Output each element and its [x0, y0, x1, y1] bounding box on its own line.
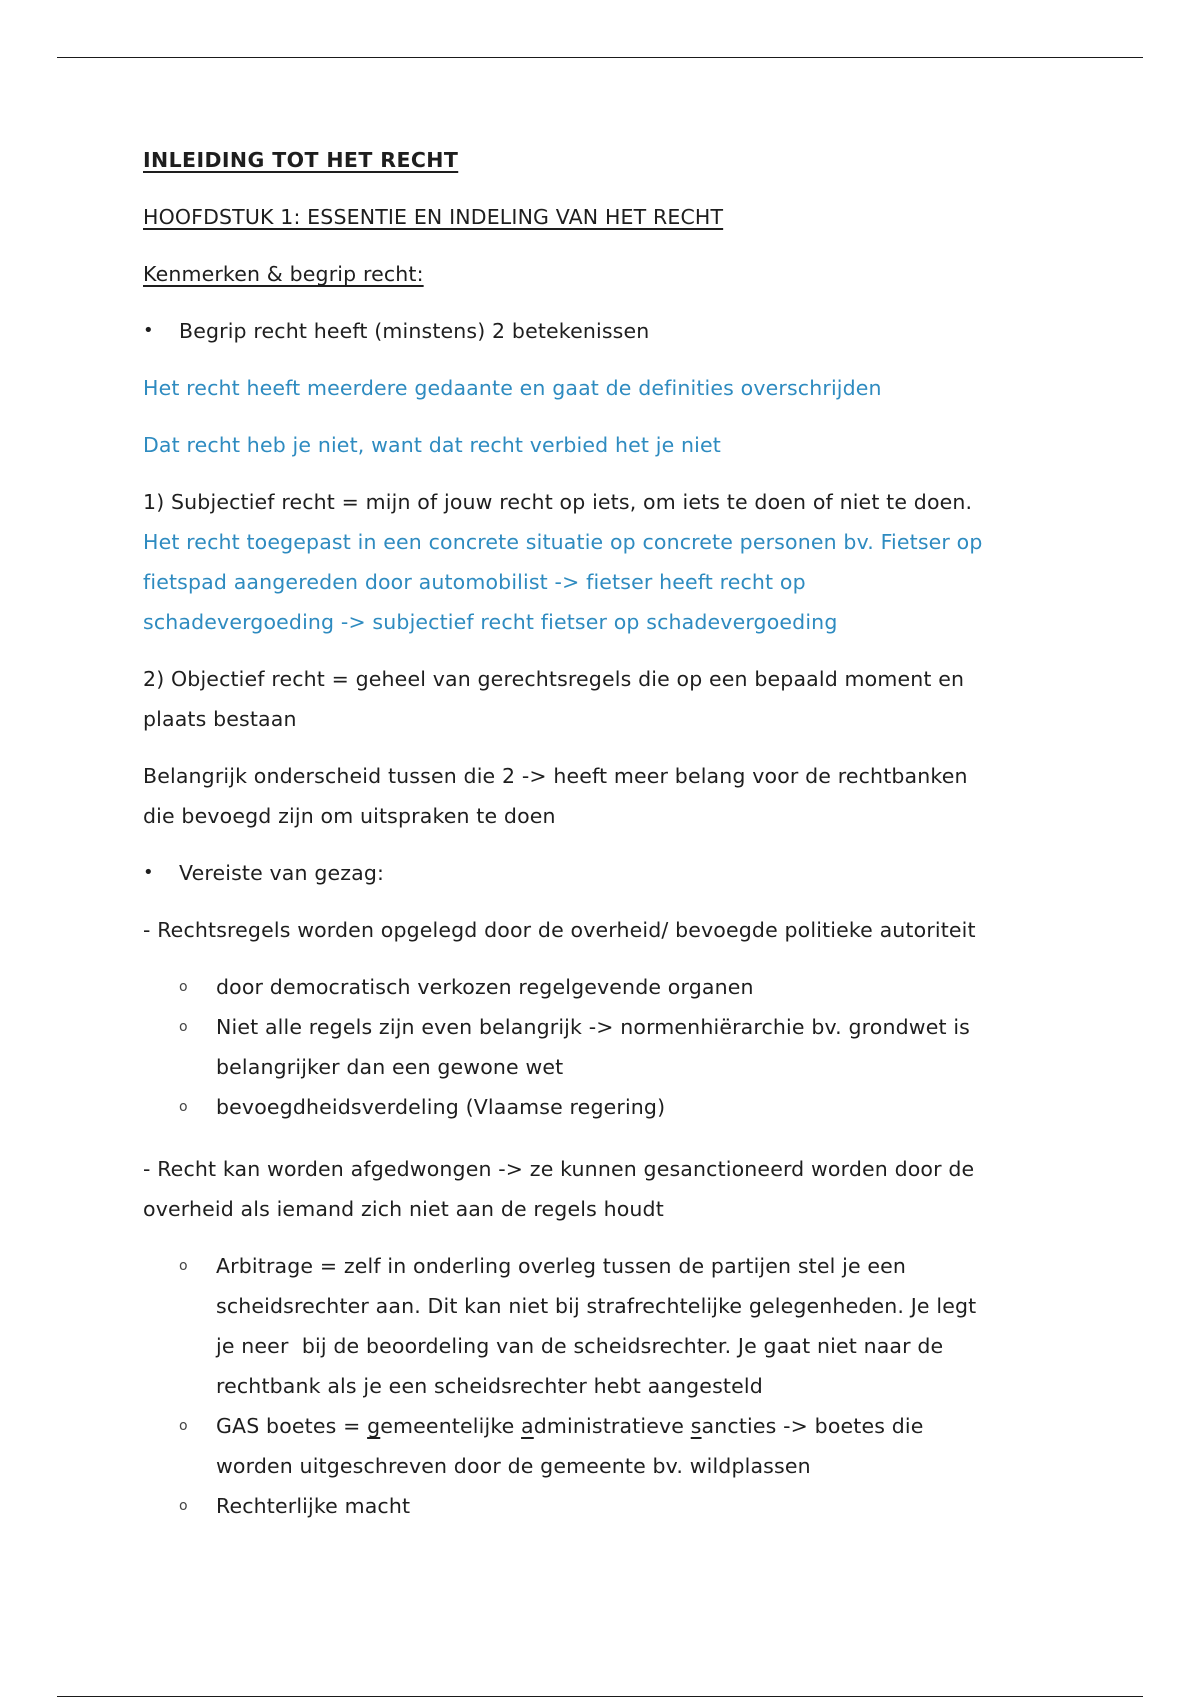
gas-text: emeentelijke — [380, 1414, 522, 1438]
objectief-line: 2) Objectief recht = geheel van gerechtsregels die op een bepaald moment en — [143, 667, 965, 691]
sub-list-item-continuation — [143, 1286, 1063, 1326]
circle-bullet-icon: o — [179, 979, 188, 995]
sub-item-text: Rechterlijke macht — [216, 1494, 411, 1518]
sub-list-item-continuation — [143, 1446, 1063, 1486]
chapter-heading: HOOFDSTUK 1: ESSENTIE EN INDELING VAN HET RECHT — [143, 205, 724, 229]
gas-text: GAS boetes = — [216, 1414, 368, 1438]
document-body — [143, 140, 1063, 1526]
sub-item-text: bevoegdheidsverdeling (Vlaamse regering) — [216, 1095, 666, 1119]
sub-item-text: Arbitrage = zelf in onderling overleg tussen de partijen stel je een — [216, 1254, 907, 1278]
subjectief-note-line: schadevergoeding -> subjectief recht fietser op schadevergoeding — [143, 610, 838, 634]
objectief-line: plaats bestaan — [143, 707, 297, 731]
subjectief-note-line: fietspad aangereden door automobilist -> fietser heeft recht op — [143, 570, 806, 594]
section-heading: Kenmerken & begrip recht: — [143, 262, 424, 286]
gas-text: dministratieve — [533, 1414, 691, 1438]
sub-item-text — [216, 1414, 924, 1438]
onderscheid-line: die bevoegd zijn om uitspraken te doen — [143, 804, 556, 828]
onderscheid-line: Belangrijk onderscheid tussen die 2 -> heeft meer belang voor de rechtbanken — [143, 764, 968, 788]
sub-item-text: belangrijker dan een gewone wet — [216, 1055, 564, 1079]
circle-bullet-icon: o — [179, 1498, 188, 1514]
bullet-icon: • — [143, 320, 154, 341]
document-title: INLEIDING TOT HET RECHT — [143, 148, 459, 172]
note-paragraph: Dat recht heb je niet, want dat recht verbied het je niet — [143, 433, 721, 457]
bullet-item — [143, 311, 1063, 351]
sub-list-item — [143, 1486, 1063, 1526]
sub-list-item — [143, 1246, 1063, 1286]
afgedwongen-line: - Recht kan worden afgedwongen -> ze kunnen gesanctioneerd worden door de — [143, 1157, 975, 1181]
sub-item-text: Niet alle regels zijn even belangrijk -> normenhiërarchie bv. grondwet is — [216, 1015, 971, 1039]
sub-list-item — [143, 1007, 1063, 1047]
gas-underlined-letter: g — [367, 1414, 381, 1438]
sub-item-text: rechtbank als je een scheidsrechter hebt aangesteld — [216, 1374, 763, 1398]
subjectief-definition: 1) Subjectief recht = mijn of jouw recht op iets, om iets te doen of niet te doen. — [143, 490, 973, 514]
sub-list-item — [143, 967, 1063, 1007]
circle-bullet-icon: o — [179, 1258, 188, 1274]
gas-underlined-letter: a — [521, 1414, 534, 1438]
header-rule — [57, 57, 1143, 58]
gas-text: ancties -> boetes die — [701, 1414, 924, 1438]
sub-list-item-continuation — [143, 1366, 1063, 1406]
sub-list-item — [143, 1406, 1063, 1446]
bullet-icon: • — [143, 862, 154, 883]
sub-list-item-continuation — [143, 1047, 1063, 1087]
sub-item-text: scheidsrechter aan. Dit kan niet bij strafrechtelijke gelegenheden. Je legt — [216, 1294, 977, 1318]
circle-bullet-icon: o — [179, 1418, 188, 1434]
bullet-item — [143, 853, 1063, 893]
rechtsregels-paragraph: - Rechtsregels worden opgelegd door de overheid/ bevoegde politieke autoriteit — [143, 918, 976, 942]
bullet-text: Begrip recht heeft (minstens) 2 betekenissen — [179, 319, 650, 343]
sub-item-text: door democratisch verkozen regelgevende organen — [216, 975, 754, 999]
note-paragraph: Het recht heeft meerdere gedaante en gaat de definities overschrijden — [143, 376, 882, 400]
circle-bullet-icon: o — [179, 1099, 188, 1115]
sub-list-item — [143, 1087, 1063, 1127]
subjectief-note-line: Het recht toegepast in een concrete situatie op concrete personen bv. Fietser op — [143, 530, 983, 554]
bullet-text: Vereiste van gezag: — [179, 861, 385, 885]
sub-list-item-continuation — [143, 1326, 1063, 1366]
gas-underlined-letter: s — [690, 1414, 702, 1438]
afgedwongen-line: overheid als iemand zich niet aan de regels houdt — [143, 1197, 664, 1221]
circle-bullet-icon: o — [179, 1019, 188, 1035]
sub-item-text: je neer bij de beoordeling van de scheidsrechter. Je gaat niet naar de — [216, 1334, 944, 1358]
footer-rule — [57, 1696, 1143, 1697]
sub-item-text: worden uitgeschreven door de gemeente bv. wildplassen — [216, 1454, 811, 1478]
